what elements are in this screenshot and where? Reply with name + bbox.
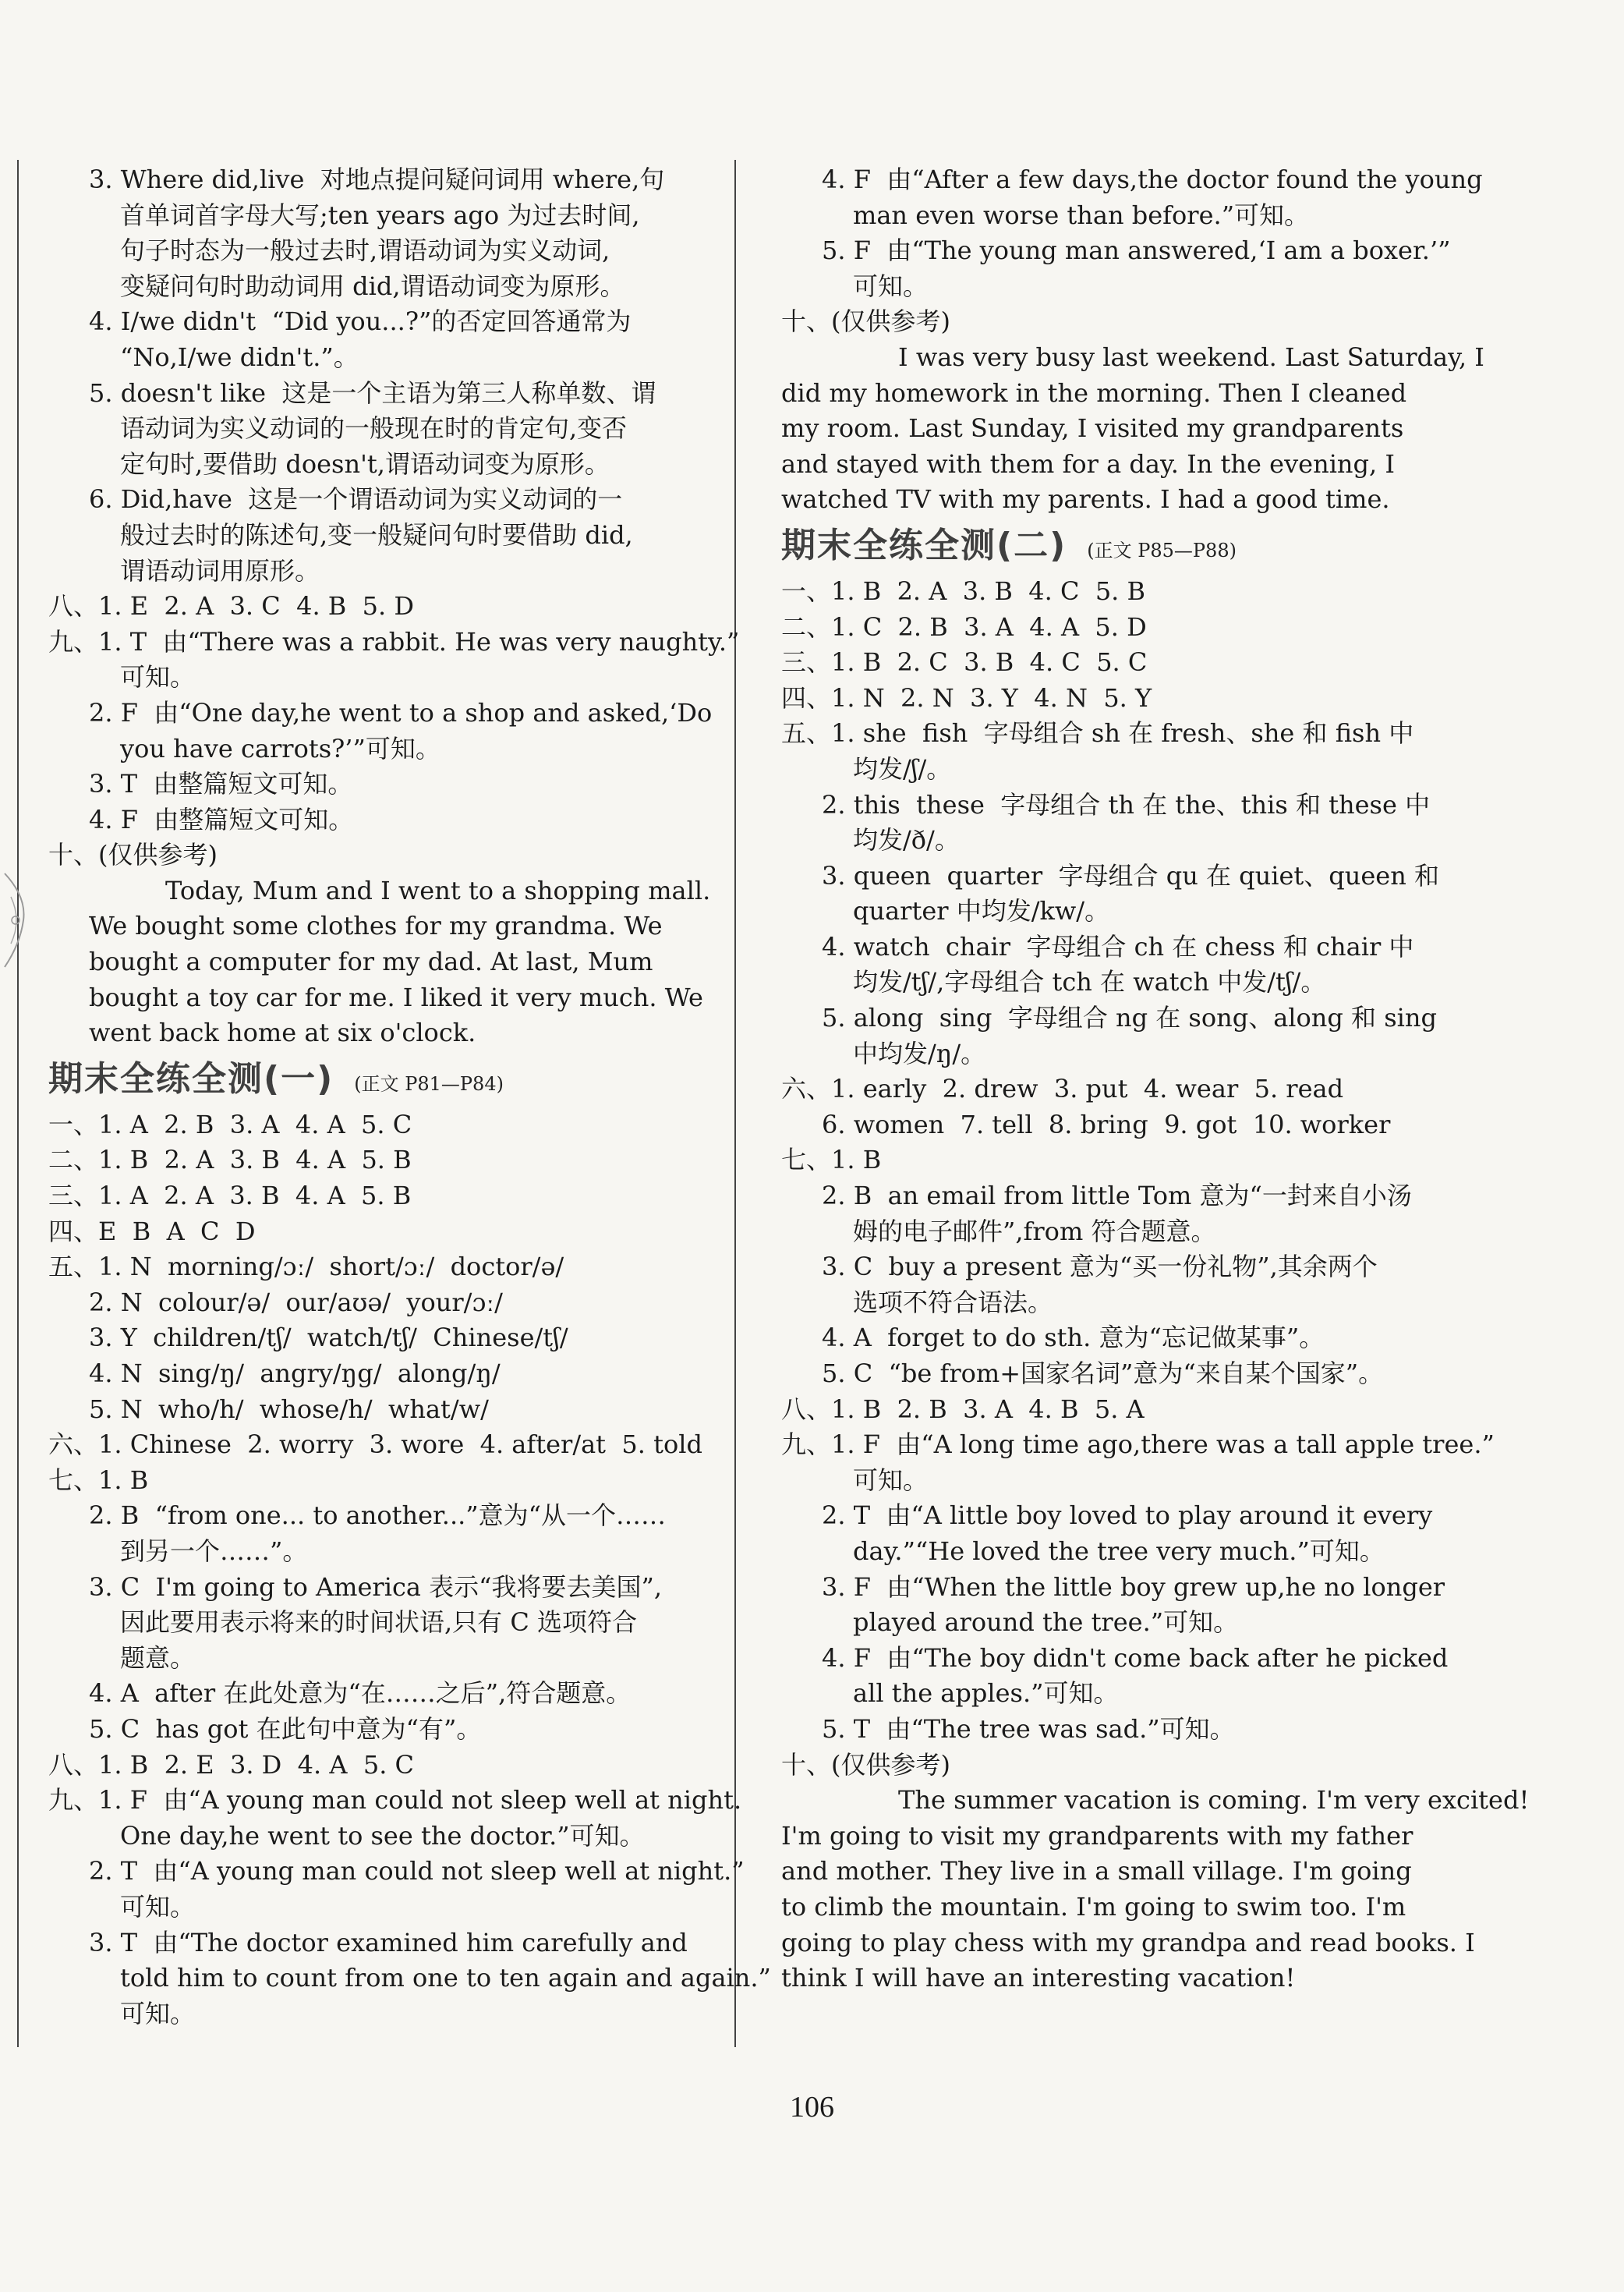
answer-text: 九、1. F 由“A young man could not sleep well at night. [48,1785,742,1816]
answer-line [48,340,711,376]
answer-text: 般过去时的陈述句,变一般疑问句时要借助 did, [120,519,633,550]
answer-line [48,944,711,980]
answer-line [781,716,1428,752]
answer-line [48,1320,711,1356]
answer-line [781,1427,1495,1463]
answer-line [781,376,1428,412]
answer-text: all the apples.”可知。 [853,1678,1119,1709]
answer-text: 2. T 由“A young man could not sleep well at night.” [89,1856,745,1886]
answer-text: 选项不符合语法。 [853,1287,1053,1317]
answer-line [781,1854,1428,1890]
answer-text: going to play chess with my grandpa and read books. I [781,1927,1475,1957]
answer-text: 六、1. early 2. drew 3. put 4. wear 5. read [781,1074,1344,1104]
answer-line [48,1605,711,1641]
answer-text: 3. Y children/tʃ/ watch/tʃ/ Chinese/tʃ/ [89,1323,568,1353]
answer-line [781,198,1428,234]
answer-line [781,645,1428,681]
answer-line [781,574,1428,610]
answer-text: 一、1. B 2. A 3. B 4. C 5. B [781,576,1146,606]
answer-text: think I will have an interesting vacation! [781,1963,1296,1993]
section-heading: 期末全练全测(一) [48,1058,334,1099]
answer-text: 2. B “from one... to another...”意为“从一个…… [89,1500,667,1531]
answer-text: 一、1. A 2. B 3. A 4. A 5. C [48,1109,412,1139]
answer-line [781,788,1431,824]
section-page-ref: (正文 P81—P84) [354,1072,504,1095]
answer-line [48,554,711,590]
answer-text: 3. Where did,live 对地点提问疑问词用 where,句 [89,165,665,194]
answer-line [48,1925,711,1961]
answer-text: 4. A after 在此处意为“在……之后”,符合题意。 [89,1678,632,1709]
answer-text: 五、1. she fish 字母组合 sh 在 fresh、she 和 fish 中 [781,718,1414,749]
answer-line [781,1641,1449,1677]
answer-text: 三、1. A 2. A 3. B 4. A 5. B [48,1181,412,1211]
answer-text: day.”“He loved the tree very much.”可知。 [853,1536,1385,1566]
binding-stamp-icon [0,866,42,975]
right-column [781,162,1530,1996]
answer-text: to climb the mountain. I'm going to swim too. I'm [781,1891,1406,1922]
answer-text: 定句时,要借助 doesn't,谓语动词变为原形。 [120,448,610,479]
answer-text: The summer vacation is coming. I'm very excited! [898,1785,1530,1816]
answer-text: did my homework in the morning. Then I cleaned [781,377,1407,408]
answer-line [781,1285,1428,1321]
answer-line [781,752,1428,788]
answer-line [48,1356,711,1392]
answer-text: 4. F 由整篇短文可知。 [89,804,354,834]
answer-line [781,1320,1428,1356]
answer-line [781,1961,1428,1996]
answer-text: 可知。 [120,1998,196,2028]
answer-line [781,1498,1433,1534]
answer-text: 七、1. B [781,1145,882,1175]
answer-text: 姆的电子邮件”,from 符合题意。 [853,1216,1216,1246]
answer-text: 七、1. B [48,1465,149,1495]
answer-line [781,1392,1428,1428]
answer-line [781,304,1428,340]
answer-text: 5. C has got 在此句中意为“有”。 [89,1713,482,1744]
answer-line [48,447,711,483]
answer-line [48,1427,711,1463]
answer-text: 5. N who/h/ whose/h/ what/w/ [89,1394,489,1424]
answer-text: played around the tree.”可知。 [853,1607,1239,1638]
answer-text: 中均发/ŋ/。 [853,1038,986,1068]
answer-text: 4. N sing/ŋ/ angry/ŋg/ along/ŋ/ [89,1359,501,1388]
answer-line [781,411,1428,447]
answer-line [781,1712,1428,1748]
answer-text: 2. F 由“One day,he went to a shop and asked,‘Do [89,697,713,728]
answer-line [781,1249,1428,1285]
answer-line [781,482,1428,518]
answer-text: 3. C buy a present 意为“买一份礼物”,其余两个 [822,1252,1378,1282]
answer-line [781,610,1428,646]
answer-line [48,233,711,269]
answer-text: I was very busy last weekend. Last Saturday, I [898,342,1484,372]
answer-text: One day,he went to see the doctor.”可知。 [120,1820,645,1851]
answer-text: 3. T 由“The doctor examined him carefully and [89,1927,688,1957]
answer-text: bought a computer for my dad. At last, Mum [89,947,653,977]
answer-text: 句子时态为一般过去时,谓语动词为实义动词, [120,236,610,266]
answer-line [48,411,711,447]
answer-line [48,1819,711,1855]
answer-text: 八、1. B 2. B 3. A 4. B 5. A [781,1394,1145,1424]
section-title [781,518,1428,574]
answer-line [48,1392,711,1428]
answer-line [781,340,1484,376]
answer-text: 4. F 由“After a few days,the doctor found the young [822,165,1483,194]
answer-text: 5. doesn't like 这是一个主语为第三人称单数、谓 [89,377,656,408]
answer-text: 可知。 [120,1891,196,1922]
answer-line [48,1498,711,1534]
answer-line [48,1676,711,1712]
answer-line [48,1107,711,1143]
answer-line [781,1001,1437,1036]
answer-line [48,732,711,767]
answer-line [48,1249,711,1285]
answer-line [781,1178,1428,1214]
answer-text: 可知。 [853,271,929,301]
answer-text: 十、(仅供参考) [781,306,950,337]
answer-text: 2. N colour/ə/ our/aʊə/ your/ɔː/ [89,1287,503,1317]
answer-text: 2. B an email from little Tom 意为“一封来自小汤 [822,1181,1412,1211]
answer-text: you have carrots?’”可知。 [120,733,440,763]
answer-line [48,1890,711,1925]
answer-line [48,1748,711,1784]
answer-line [781,1925,1475,1961]
answer-text: 均发/ð/。 [853,825,960,856]
answer-line [781,1676,1428,1712]
answer-text: 二、1. C 2. B 3. A 4. A 5. D [781,611,1147,642]
answer-text: 语动词为实义动词的一般现在时的肯定句,变否 [120,413,628,444]
answer-line [48,767,711,802]
answer-line [48,1463,711,1499]
answer-line [48,980,711,1016]
answer-text: 到另一个……”。 [120,1536,308,1566]
answer-text: 均发/ʃ/。 [853,753,952,784]
answer-line [781,1570,1445,1606]
answer-text: 三、1. B 2. C 3. B 4. C 5. C [781,647,1148,678]
answer-text: bought a toy car for me. I liked it very much. We [89,982,703,1012]
answer-line [48,873,711,909]
answer-text: 因此要用表示将来的时间状语,只有 C 选项符合 [120,1607,638,1638]
answer-line [781,894,1428,930]
answer-line [781,447,1428,483]
answer-text: 二、1. B 2. A 3. B 4. A 5. B [48,1145,412,1175]
answer-line [48,838,711,873]
answer-line [48,1783,742,1819]
answer-line [48,1996,711,2032]
left-column [48,162,771,2032]
answer-text: 均发/tʃ/,字母组合 tch 在 watch 中发/tʃ/。 [853,967,1326,997]
answer-text: went back home at six o'clock. [89,1018,476,1048]
answer-text: 首单词首字母大写;ten years ago 为过去时间, [120,200,640,230]
answer-line [48,269,711,305]
answer-line [781,1819,1428,1855]
answer-text: 3. C I'm going to America 表示“我将要去美国”, [89,1571,663,1602]
answer-line [781,1142,1428,1178]
section-page-ref: (正文 P85—P88) [1087,539,1237,561]
answer-line [781,1072,1428,1107]
answer-line [781,1605,1428,1641]
answer-line [781,1534,1428,1570]
answer-line [48,589,711,625]
page-number: 106 [790,2091,834,2124]
answer-text: watched TV with my parents. I had a good time. [781,484,1390,515]
answer-line [48,1641,711,1677]
answer-line [781,1783,1530,1819]
answer-text: 四、E B A C D [48,1216,256,1246]
answer-text: told him to count from one to ten again and again.” [120,1963,771,1993]
answer-text: 3. F 由“When the little boy grew up,he no longer [822,1571,1445,1602]
answer-text: 十、(仅供参考) [48,840,218,870]
column-divider [734,160,736,2047]
answer-line [48,909,711,944]
answer-line [48,1142,711,1178]
answer-text: 四、1. N 2. N 3. Y 4. N 5. Y [781,682,1152,713]
answer-text: 4. I/we didn't “Did you...?”的否定回答通常为 [89,306,632,337]
left-margin-rule [17,160,19,2047]
answer-line [48,304,711,340]
answer-line [48,802,711,838]
answer-text: 八、1. E 2. A 3. C 4. B 5. D [48,591,415,622]
answer-line [48,1854,745,1890]
answer-text: and mother. They live in a small village. I'm going [781,1856,1412,1886]
answer-line [781,681,1428,717]
answer-line [48,696,711,732]
answer-line [48,660,711,696]
answer-line [781,233,1451,269]
answer-line [48,518,711,554]
answer-text: 6. Did,have 这是一个谓语动词为实义动词的一 [89,484,623,515]
answer-line [781,1356,1428,1392]
answer-text: 4. F 由“The boy didn't come back after he picked [822,1642,1449,1673]
answer-line [781,859,1440,894]
answer-line [781,269,1428,305]
answer-text: my room. Last Sunday, I visited my grandparents [781,413,1404,444]
answer-text: 2. this these 字母组合 th 在 the、this 和 these 中 [822,789,1431,820]
answer-text: 4. watch chair 字母组合 ch 在 chess 和 chair 中 [822,931,1414,962]
answer-text: and stayed with them for a day. In the evening, I [781,448,1395,479]
answer-line [781,1036,1428,1072]
answer-text: 可知。 [120,662,196,693]
answer-line [781,1890,1428,1925]
answer-text: 5. along sing 字母组合 ng 在 song、along 和 sing [822,1003,1437,1033]
answer-text: 6. women 7. tell 8. bring 9. got 10. worker [822,1109,1391,1139]
answer-text: I'm going to visit my grandparents with my father [781,1820,1413,1851]
answer-text: 3. queen quarter 字母组合 qu 在 quiet、queen 和 [822,860,1440,891]
answer-line [48,198,711,234]
section-heading: 期末全练全测(二) [781,525,1067,565]
answer-text: 5. C “be from+国家名词”意为“来自某个国家”。 [822,1359,1384,1388]
answer-line [48,625,740,661]
section-title [48,1051,711,1107]
answer-line [781,965,1428,1001]
answer-line [48,482,711,518]
answer-line [781,930,1428,965]
answer-text: 八、1. B 2. E 3. D 4. A 5. C [48,1749,415,1780]
answer-text: 五、1. N morning/ɔː/ short/ɔː/ doctor/ə/ [48,1252,564,1282]
answer-text: 3. T 由整篇短文可知。 [89,769,353,799]
answer-text: 5. F 由“The young man answered,‘I am a boxer.’” [822,236,1451,266]
answer-line [48,1961,771,1996]
answer-line [48,1285,711,1321]
answer-text: 六、1. Chinese 2. worry 3. wore 4. after/at 5. told [48,1429,702,1460]
answer-line [781,823,1428,859]
answer-line [48,376,711,412]
answer-text: 变疑问句时助动词用 did,谓语动词变为原形。 [120,271,625,301]
answer-text: We bought some clothes for my grandma. We [89,911,663,941]
answer-text: quarter 中均发/kw/。 [853,896,1110,926]
answer-text: Today, Mum and I went to a shopping mall. [165,875,711,905]
answer-line [781,1107,1428,1143]
answer-text: 题意。 [120,1642,196,1673]
answer-text: 可知。 [853,1465,929,1495]
answer-line [48,1214,711,1250]
answer-text: 2. T 由“A little boy loved to play around it every [822,1500,1433,1531]
answer-text: 九、1. T 由“There was a rabbit. He was very naughty.” [48,626,740,657]
answer-text: 4. A forget to do sth. 意为“忘记做某事”。 [822,1323,1325,1353]
answer-text: 谓语动词用原形。 [120,555,320,586]
answer-line [781,1214,1428,1250]
answer-line [48,162,711,198]
answer-line [48,1178,711,1214]
answer-line [48,1712,711,1748]
answer-line [48,1570,711,1606]
answer-line [781,162,1483,198]
answer-line [48,1534,711,1570]
answer-text: 十、(仅供参考) [781,1749,950,1780]
answer-line [781,1463,1428,1499]
answer-line [781,1748,1428,1784]
answer-text: 5. T 由“The tree was sad.”可知。 [822,1713,1235,1744]
answer-line [48,1015,711,1051]
answer-text: 九、1. F 由“A long time ago,there was a tall apple tree.” [781,1429,1495,1460]
answer-text: man even worse than before.”可知。 [853,200,1310,230]
answer-text: “No,I/we didn't.”。 [120,342,359,372]
